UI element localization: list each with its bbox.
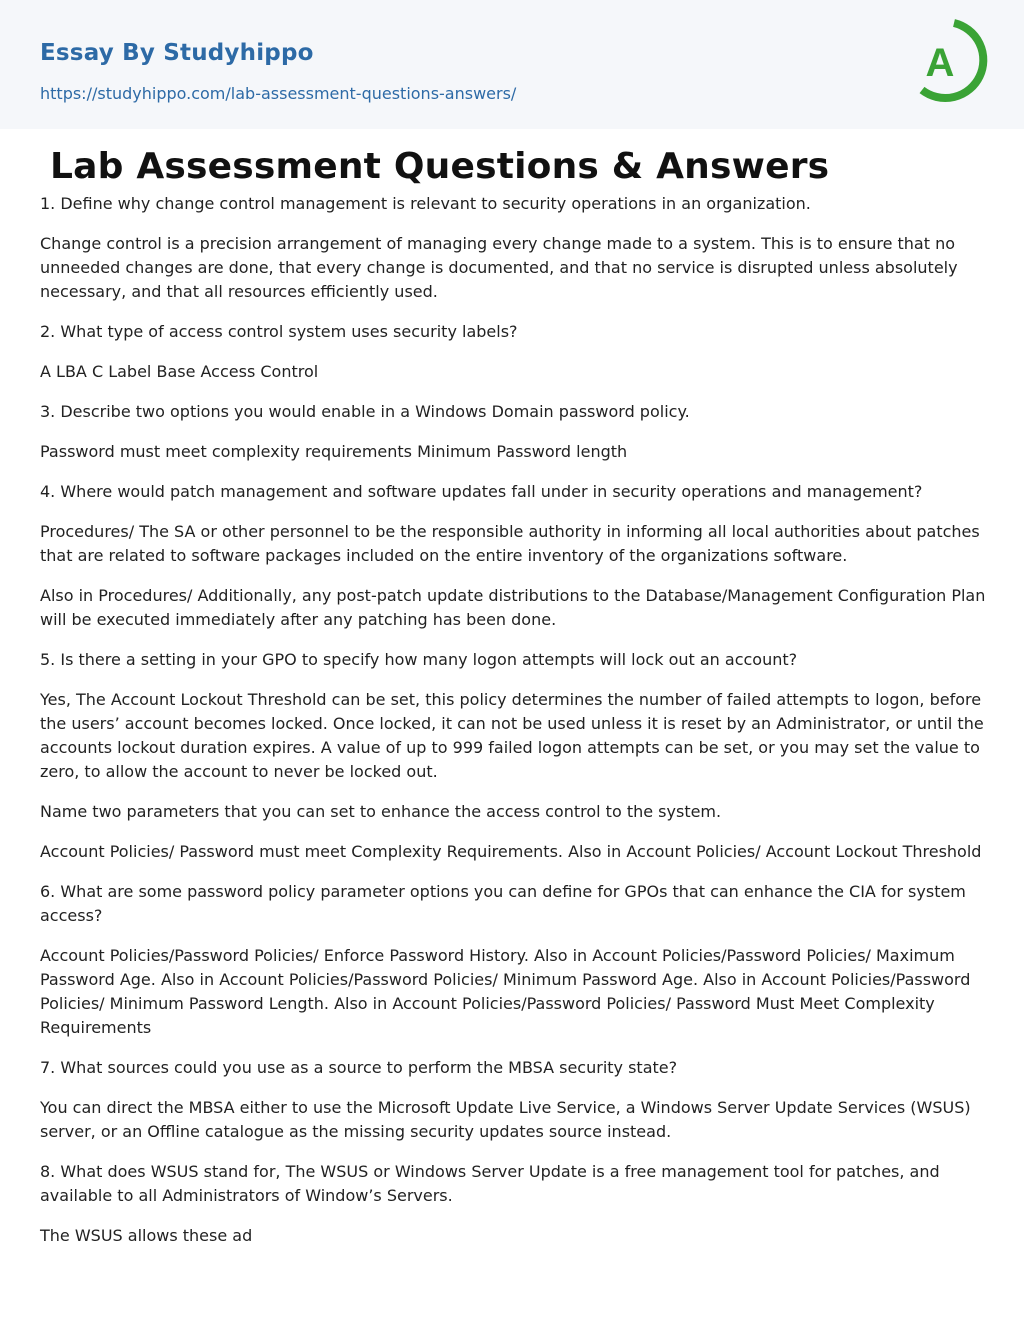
paragraph: 6. What are some password policy parameter options you can define for GPOs that can enhance the CIA for system access? [40,882,966,925]
paragraph: Account Policies/ Password must meet Complexity Requirements. Also in Account Policies/ Account Lockout Threshold [40,842,982,861]
article-body [40,192,984,1248]
site-brand[interactable]: Essay By Studyhippo [40,40,314,66]
paragraph: A LBA C Label Base Access Control [40,362,319,381]
paragraph: 1. Define why change control management is relevant to security operations in an organization. [40,194,811,213]
paragraph: 2. What type of access control system uses security labels? [40,322,518,341]
paragraph: You can direct the MBSA either to use the Microsoft Update Live Service, a Windows Server Update Services (WSUS) server, or an Offline catalogue as the missing security updates source instead. [40,1098,971,1141]
paragraph: Procedures/ The SA or other personnel to be the responsible authority in informing all local authorities about patches that are related to software packages included on the entire inventory of the organizations software. [40,522,980,565]
paragraph: Also in Procedures/ Additionally, any post-patch update distributions to the Database/Management Configuration Plan will be executed immediately after any patching has been done. [40,586,986,629]
paragraph: Account Policies/Password Policies/ Enforce Password History. Also in Account Policies/Password Policies/ Maximum Password Age. Also in Account Policies/Password Policies/ Minimum Password Age. Also in Account Policies/Password Policies/ Minimum Password Length. Also in Account Policies/Password Policies/ Password Must Meet Complexity Requirements [40,946,971,1037]
paragraph: Change control is a precision arrangement of managing every change made to a system. This is to ensure that no unneeded changes are done, that every change is documented, and that no service is disrupted unless absolutely necessary, and that all resources efficiently used. [40,234,958,301]
page-header [0,0,1024,129]
paragraph: 8. What does WSUS stand for, The WSUS or Windows Server Update is a free management tool for patches, and available to all Administrators of Window’s Servers. [40,1162,940,1205]
paragraph: 5. Is there a setting in your GPO to specify how many logon attempts will lock out an account? [40,650,798,669]
paragraph: Password must meet complexity requirements Minimum Password length [40,442,628,461]
paragraph: 4. Where would patch management and software updates fall under in security operations and management? [40,482,923,501]
paragraph: Yes, The Account Lockout Threshold can be set, this policy determines the number of failed attempts to logon, before the users’ account becomes locked. Once locked, it can not be used unless it is reset by an Administrator, or until the accounts lockout duration expires. A value of up to 999 failed logon attempts can be set, or you may set the value to zero, to allow the account to never be locked out. [40,690,984,781]
article-content [0,129,1024,1248]
article-title: Lab Assessment Questions & Answers [50,146,830,187]
paragraph: 7. What sources could you use as a source to perform the MBSA security state? [40,1058,678,1077]
logo-letter: A [925,41,955,85]
paragraph: 3. Describe two options you would enable in a Windows Domain password policy. [40,402,690,421]
studyhippo-logo-icon[interactable] [908,18,988,106]
paragraph: The WSUS allows these ad [40,1226,253,1245]
article-url-link[interactable]: https://studyhippo.com/lab-assessment-questions-answers/ [40,84,517,103]
paragraph: Name two parameters that you can set to enhance the access control to the system. [40,802,722,821]
